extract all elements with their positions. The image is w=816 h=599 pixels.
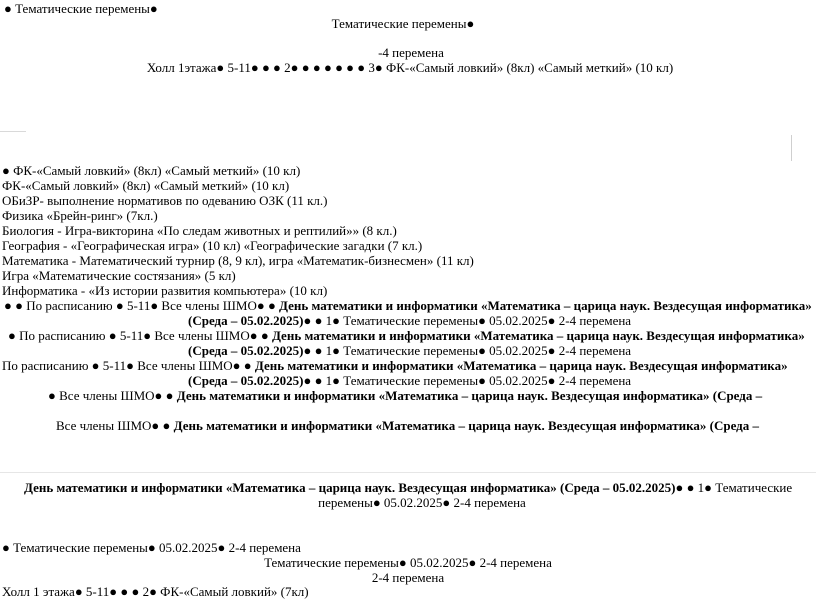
- themed-breaks-line: Тематические перемены● 05.02.2025● 2-4 перемена: [264, 555, 552, 570]
- list-item: Математика - Математический турнир (8, 9 кл), игра «Математик-бизнесмен» (11 кл): [2, 253, 474, 268]
- themed-breaks-line: ● Тематические перемены● 05.02.2025● 2-4 перемена: [2, 540, 301, 555]
- divider-vertical: [791, 135, 792, 161]
- list-item: ● ФК-«Самый ловкий» (8кл) «Самый меткий» (10 кл): [2, 163, 301, 178]
- event-summary: [24, 481, 792, 495]
- schedule-text: ● ● По расписанию ● 5-11● Все члены ШМО● ●: [4, 298, 280, 313]
- list-item: ФК-«Самый ловкий» (8кл) «Самый меткий» (10 кл): [2, 178, 290, 193]
- divider: [0, 131, 26, 132]
- list-item: География - «Географическая игра» (10 кл) «Географические загадки (7 кл.): [2, 238, 423, 253]
- schedule-row: [2, 359, 788, 373]
- event-summary-cont: перемены● 05.02.2025● 2-4 перемена: [318, 495, 526, 510]
- doc-header: ● Тематические перемены●: [4, 1, 158, 16]
- hall-line-bottom: Холл 1 этажа● 5-11● ● ● 2● ФК-«Самый ловкий» (7кл): [2, 584, 309, 599]
- schedule-row: [48, 389, 762, 403]
- event-title: День математики и информатики «Математика – царица наук. Вездесущая информатика»: [279, 298, 812, 313]
- schedule-text: По расписанию ● 5-11● Все члены ШМО● ●: [2, 358, 255, 373]
- event-date: (Среда – 05.02.2025)●: [188, 373, 312, 388]
- schedule-row: [188, 314, 631, 328]
- hall-line-top: Холл 1этажа● 5-11● ● ● 2● ● ● ● ● ● ● 3● ФК-«Самый ловкий» (8кл) «Самый меткий» (10 кл): [146, 60, 674, 75]
- section-title: Тематические перемены●: [331, 16, 475, 31]
- list-item: Игра «Математические состязания» (5 кл): [2, 268, 236, 283]
- schedule-row: [56, 419, 759, 433]
- schedule-text: ● 1● Тематические перемены● 05.02.2025● 2-4 перемена: [311, 313, 632, 328]
- schedule-row: [188, 344, 631, 358]
- list-item: Информатика - «Из истории развития компьютера» (10 кл): [2, 283, 328, 298]
- event-title: День математики и информатики «Математика – царица наук. Вездесущая информатика»: [271, 328, 805, 343]
- schedule-text: ● 1● Тематические перемены● 05.02.2025● 2-4 перемена: [311, 373, 632, 388]
- schedule-row: [8, 329, 805, 343]
- schedule-text: ● Все члены ШМО● ●: [48, 388, 177, 403]
- list-item: Биология - Игра-викторина «По следам животных и рептилий»» (8 кл.): [2, 223, 397, 238]
- schedule-row: [188, 374, 631, 388]
- schedule-text: ● 1● Тематические: [683, 480, 793, 495]
- event-title: День математики и информатики «Математика – царица наук. Вездесущая информатика» (Среда –: [176, 388, 763, 403]
- list-item: ОБиЗР- выполнение нормативов по одеванию ОЗК (11 кл.): [2, 193, 328, 208]
- event-title: День математики и информатики «Математика – царица наук. Вездесущая информатика»: [254, 358, 788, 373]
- event-title: День математики и информатики «Математика – царица наук. Вездесущая информатика» (Среда –: [173, 418, 759, 433]
- period-label: 2-4 перемена: [371, 570, 445, 585]
- schedule-text: ● По расписанию ● 5-11● Все члены ШМО● ●: [8, 328, 272, 343]
- period-subtitle: -4 перемена: [378, 45, 444, 60]
- event-date: (Среда – 05.02.2025)●: [188, 343, 312, 358]
- schedule-row: [4, 299, 812, 313]
- schedule-text: Все члены ШМО● ●: [56, 418, 174, 433]
- list-item: Физика «Брейн-ринг» (7кл.): [2, 208, 158, 223]
- divider: [0, 472, 816, 473]
- event-title: День математики и информатики «Математика – царица наук. Вездесущая информатика» (Среда – 05.02.2025)●: [24, 480, 684, 495]
- event-date: (Среда – 05.02.2025)●: [188, 313, 312, 328]
- schedule-text: ● 1● Тематические перемены● 05.02.2025● 2-4 перемена: [311, 343, 632, 358]
